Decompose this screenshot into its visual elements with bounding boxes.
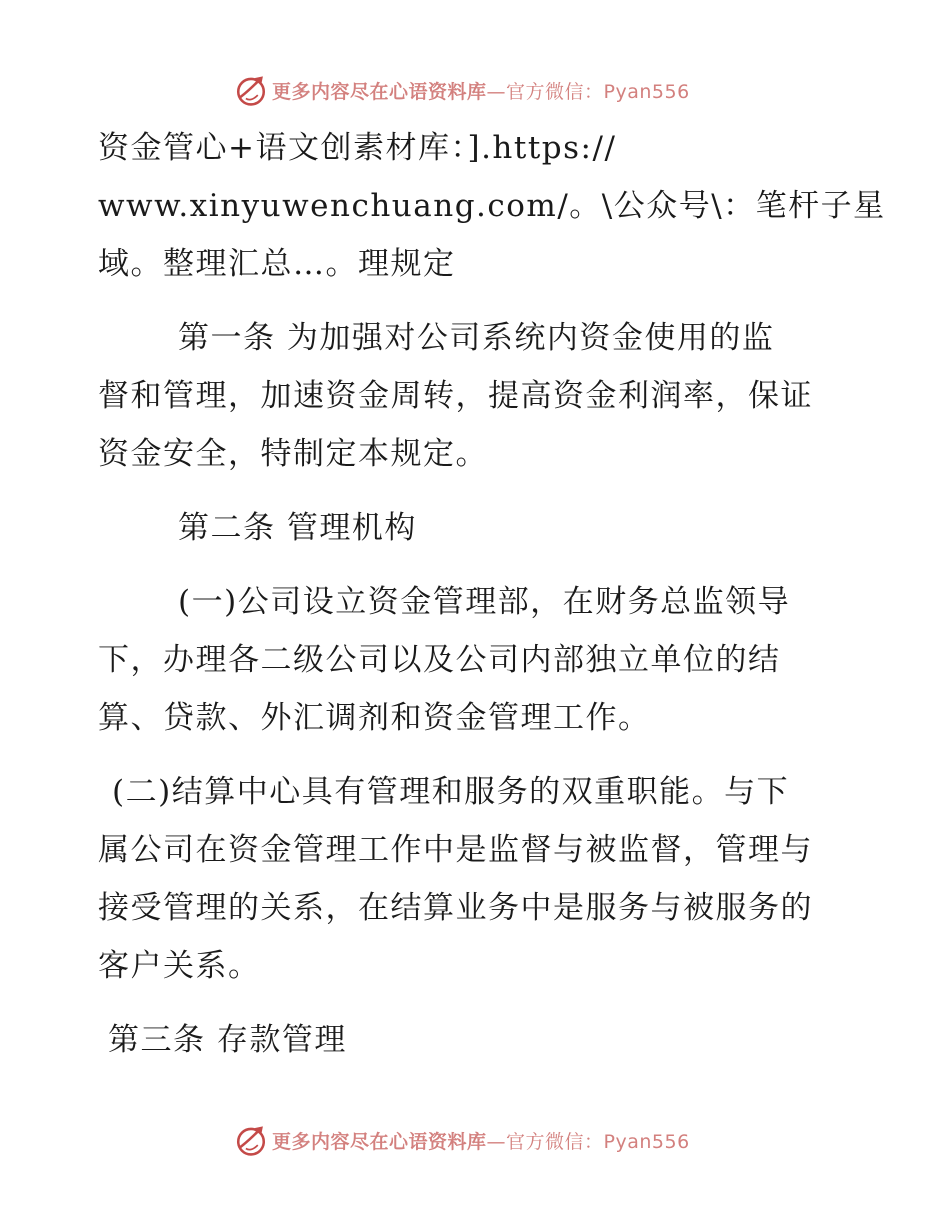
- text-line-12: 属公司在资金管理工作中是监督与被监督，管理与: [98, 832, 813, 868]
- text-line-2: www.xinyuwenchuang.com/。\公众号\：笔杆子星: [98, 188, 886, 224]
- pen-logo-icon: [234, 1123, 268, 1157]
- text-line-14: 客户关系。: [98, 948, 261, 984]
- text-line-5: 督和管理，加速资金周转，提高资金利润率，保证: [98, 378, 813, 414]
- article-3-heading: 第三条 存款管理: [108, 1022, 347, 1058]
- text-line-3: 域。整理汇总…。理规定: [98, 246, 456, 282]
- text-line-6: 资金安全，特制定本规定。: [98, 436, 488, 472]
- clause-2-line: (二)结算中心具有管理和服务的双重职能。与下: [112, 774, 790, 810]
- watermark-contact: —官方微信：Pyan556: [486, 1130, 690, 1153]
- text-line-1: 资金管心+语文创素材库：].https://: [98, 130, 617, 166]
- text-line-13: 接受管理的关系，在结算业务中是服务与被服务的: [98, 890, 813, 926]
- watermark-contact: —官方微信：Pyan556: [486, 80, 690, 103]
- watermark-brand: 更多内容尽在心语资料库: [272, 80, 487, 103]
- article-1-heading-line: 第一条 为加强对公司系统内资金使用的监: [178, 320, 775, 356]
- text-line-9: 下，办理各二级公司以及公司内部独立单位的结: [98, 642, 781, 678]
- footer-watermark: [234, 1122, 690, 1158]
- article-2-heading: 第二条 管理机构: [178, 510, 417, 546]
- pen-logo-icon: [234, 73, 268, 107]
- clause-1-line: (一)公司设立资金管理部，在财务总监领导: [178, 584, 791, 620]
- header-watermark: [234, 72, 690, 108]
- watermark-brand: 更多内容尽在心语资料库: [272, 1130, 487, 1153]
- text-line-10: 算、贷款、外汇调剂和资金管理工作。: [98, 700, 651, 736]
